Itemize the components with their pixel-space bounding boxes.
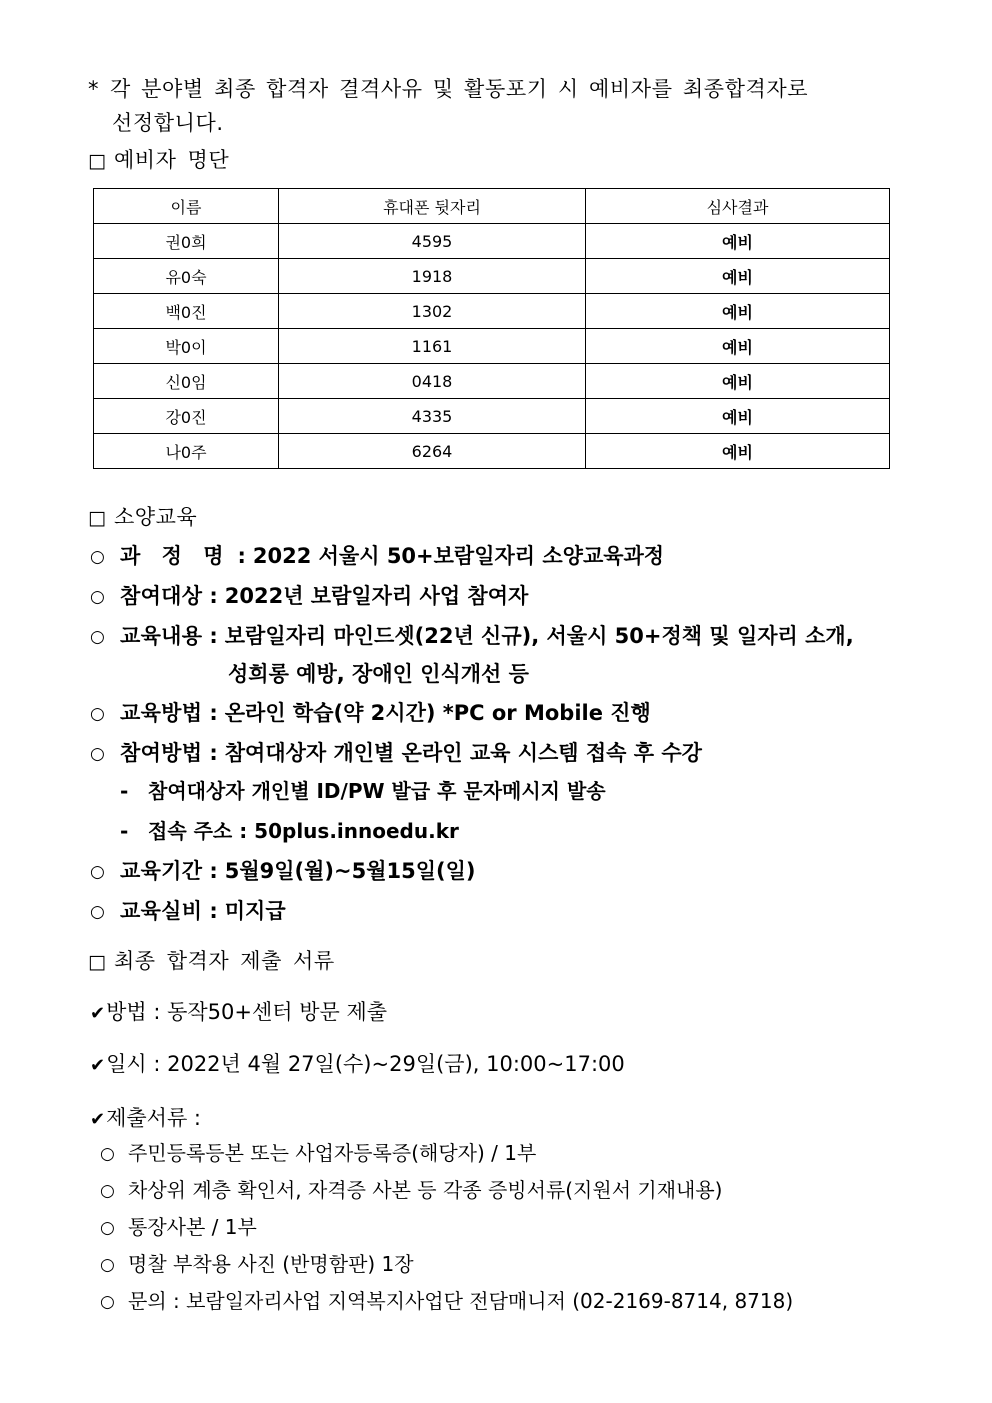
list-item <box>100 1139 536 1168</box>
cell-phone: 6264 <box>279 434 586 469</box>
check-bullet-icon: ✔ <box>90 1109 106 1130</box>
training-item-target <box>90 582 528 611</box>
cell-result: 예비 <box>586 434 890 469</box>
cell-result: 예비 <box>586 329 890 364</box>
dash-bullet-icon: - <box>120 819 129 843</box>
notice-line-1: 각 분야별 최종 합격자 결격사유 및 활동포기 시 예비자를 최종합격자로 <box>110 77 809 101</box>
table-row <box>94 399 890 434</box>
training-value: 보람일자리 마인드셋(22년 신규), 서울시 50+정책 및 일자리 소개, <box>224 624 854 648</box>
training-label: 참여대상 <box>120 584 203 608</box>
square-bullet-icon: □ <box>88 507 107 529</box>
cell-phone: 1918 <box>279 259 586 294</box>
training-label: 교육실비 <box>120 899 203 923</box>
list-item <box>100 1213 257 1242</box>
list-item-text: 주민등록등본 또는 사업자등록증(해당자) / 1부 <box>128 1141 537 1165</box>
cell-name: 강0진 <box>94 399 279 434</box>
column-header-name: 이름 <box>94 189 279 224</box>
cell-result: 예비 <box>586 294 890 329</box>
training-separator: : <box>209 899 218 923</box>
notice-paragraph <box>88 72 908 140</box>
section-heading-documents <box>88 947 335 976</box>
cell-name: 신0임 <box>94 364 279 399</box>
list-item-text: 명찰 부착용 사진 (반명함판) 1장 <box>128 1252 414 1276</box>
training-value: 미지급 <box>224 899 286 923</box>
list-item <box>100 1176 722 1205</box>
cell-phone: 0418 <box>279 364 586 399</box>
check-bullet-icon: ✔ <box>90 1055 106 1076</box>
training-item-content <box>90 622 854 651</box>
notice-line-2: 선정합니다. <box>112 111 224 135</box>
section-heading-reserve-label: 예비자 명단 <box>114 148 230 172</box>
training-subitem-url <box>120 817 459 845</box>
training-item-method <box>90 699 651 728</box>
training-value: 2022 서울시 50+보람일자리 소양교육과정 <box>252 544 665 568</box>
table-row <box>94 434 890 469</box>
square-bullet-icon: □ <box>88 951 107 973</box>
section-heading-reserve-list <box>88 146 229 175</box>
training-value: 2022년 보람일자리 사업 참여자 <box>224 584 529 608</box>
cell-result: 예비 <box>586 259 890 294</box>
circle-bullet-icon: ○ <box>100 1181 115 1201</box>
training-item-fee <box>90 897 286 926</box>
documents-check-method <box>90 998 387 1028</box>
table-row <box>94 224 890 259</box>
circle-bullet-icon: ○ <box>100 1218 115 1238</box>
asterisk-marker: * <box>88 77 100 101</box>
reserve-table-wrapper <box>93 188 889 469</box>
training-separator: : <box>209 741 218 765</box>
cell-name: 백0진 <box>94 294 279 329</box>
table-row <box>94 364 890 399</box>
section-heading-training <box>88 503 197 532</box>
cell-name: 박0이 <box>94 329 279 364</box>
cell-result: 예비 <box>586 364 890 399</box>
reserve-table <box>93 188 890 469</box>
training-subitem-text: 참여대상자 개인별 ID/PW 발급 후 문자메시지 발송 <box>148 779 606 803</box>
table-row <box>94 294 890 329</box>
training-item-period <box>90 857 476 886</box>
circle-bullet-icon: ○ <box>90 704 105 724</box>
training-separator: : <box>209 584 218 608</box>
cell-phone: 4595 <box>279 224 586 259</box>
training-separator: : <box>209 624 218 648</box>
check-bullet-icon: ✔ <box>90 1003 106 1024</box>
training-separator: : <box>209 859 218 883</box>
column-header-phone: 휴대폰 뒷자리 <box>279 189 586 224</box>
training-separator: : <box>209 701 218 725</box>
column-header-result: 심사결과 <box>586 189 890 224</box>
training-value: 5월9일(월)~5월15일(일) <box>224 859 476 883</box>
dash-bullet-icon: - <box>120 779 129 803</box>
cell-name: 나0주 <box>94 434 279 469</box>
training-subitem-text: 접속 주소 : 50plus.innoedu.kr <box>148 819 459 843</box>
section-heading-training-label: 소양교육 <box>114 505 198 529</box>
circle-bullet-icon: ○ <box>90 744 105 764</box>
cell-name: 권0희 <box>94 224 279 259</box>
circle-bullet-icon: ○ <box>90 627 105 647</box>
cell-phone: 1302 <box>279 294 586 329</box>
circle-bullet-icon: ○ <box>90 862 105 882</box>
training-subitem-idpw <box>120 777 606 805</box>
training-item-course-name <box>90 542 664 571</box>
list-item-text: 차상위 계층 확인서, 자격증 사본 등 각종 증빙서류(지원서 기재내용) <box>128 1178 723 1202</box>
section-heading-documents-label: 최종 합격자 제출 서류 <box>114 949 335 973</box>
table-header-row <box>94 189 890 224</box>
table-row <box>94 259 890 294</box>
circle-bullet-icon: ○ <box>90 547 105 567</box>
training-label: 교육내용 <box>120 624 203 648</box>
cell-result: 예비 <box>586 399 890 434</box>
cell-result: 예비 <box>586 224 890 259</box>
list-item <box>100 1250 414 1279</box>
training-item-participation <box>90 739 702 768</box>
documents-check-list-label <box>90 1104 201 1134</box>
circle-bullet-icon: ○ <box>100 1144 115 1164</box>
training-value: 참여대상자 개인별 온라인 교육 시스템 접속 후 수강 <box>224 741 702 765</box>
square-bullet-icon: □ <box>88 150 107 172</box>
cell-phone: 1161 <box>279 329 586 364</box>
documents-check-text: 제출서류 : <box>106 1106 201 1130</box>
circle-bullet-icon: ○ <box>100 1255 115 1275</box>
training-label: 과 정 명 <box>120 544 231 568</box>
table-row <box>94 329 890 364</box>
cell-name: 유0숙 <box>94 259 279 294</box>
documents-check-text: 방법 : 동작50+센터 방문 제출 <box>106 1000 388 1024</box>
training-label: 교육기간 <box>120 859 203 883</box>
training-label: 교육방법 <box>120 701 203 725</box>
circle-bullet-icon: ○ <box>100 1292 115 1312</box>
documents-check-datetime <box>90 1050 625 1080</box>
cell-phone: 4335 <box>279 399 586 434</box>
documents-check-text: 일시 : 2022년 4월 27일(수)~29일(금), 10:00~17:00 <box>106 1052 625 1076</box>
list-item <box>100 1287 793 1316</box>
training-item-content-continuation: 성희롱 예방, 장애인 인식개선 등 <box>228 662 529 686</box>
circle-bullet-icon: ○ <box>90 902 105 922</box>
training-separator: : <box>237 544 246 568</box>
list-item-text: 문의 : 보람일자리사업 지역복지사업단 전담매니저 (02-2169-8714, 8718) <box>128 1289 794 1313</box>
circle-bullet-icon: ○ <box>90 587 105 607</box>
list-item-text: 통장사본 / 1부 <box>128 1215 257 1239</box>
training-label: 참여방법 <box>120 741 203 765</box>
training-value: 온라인 학습(약 2시간) *PC or Mobile 진행 <box>224 701 651 725</box>
